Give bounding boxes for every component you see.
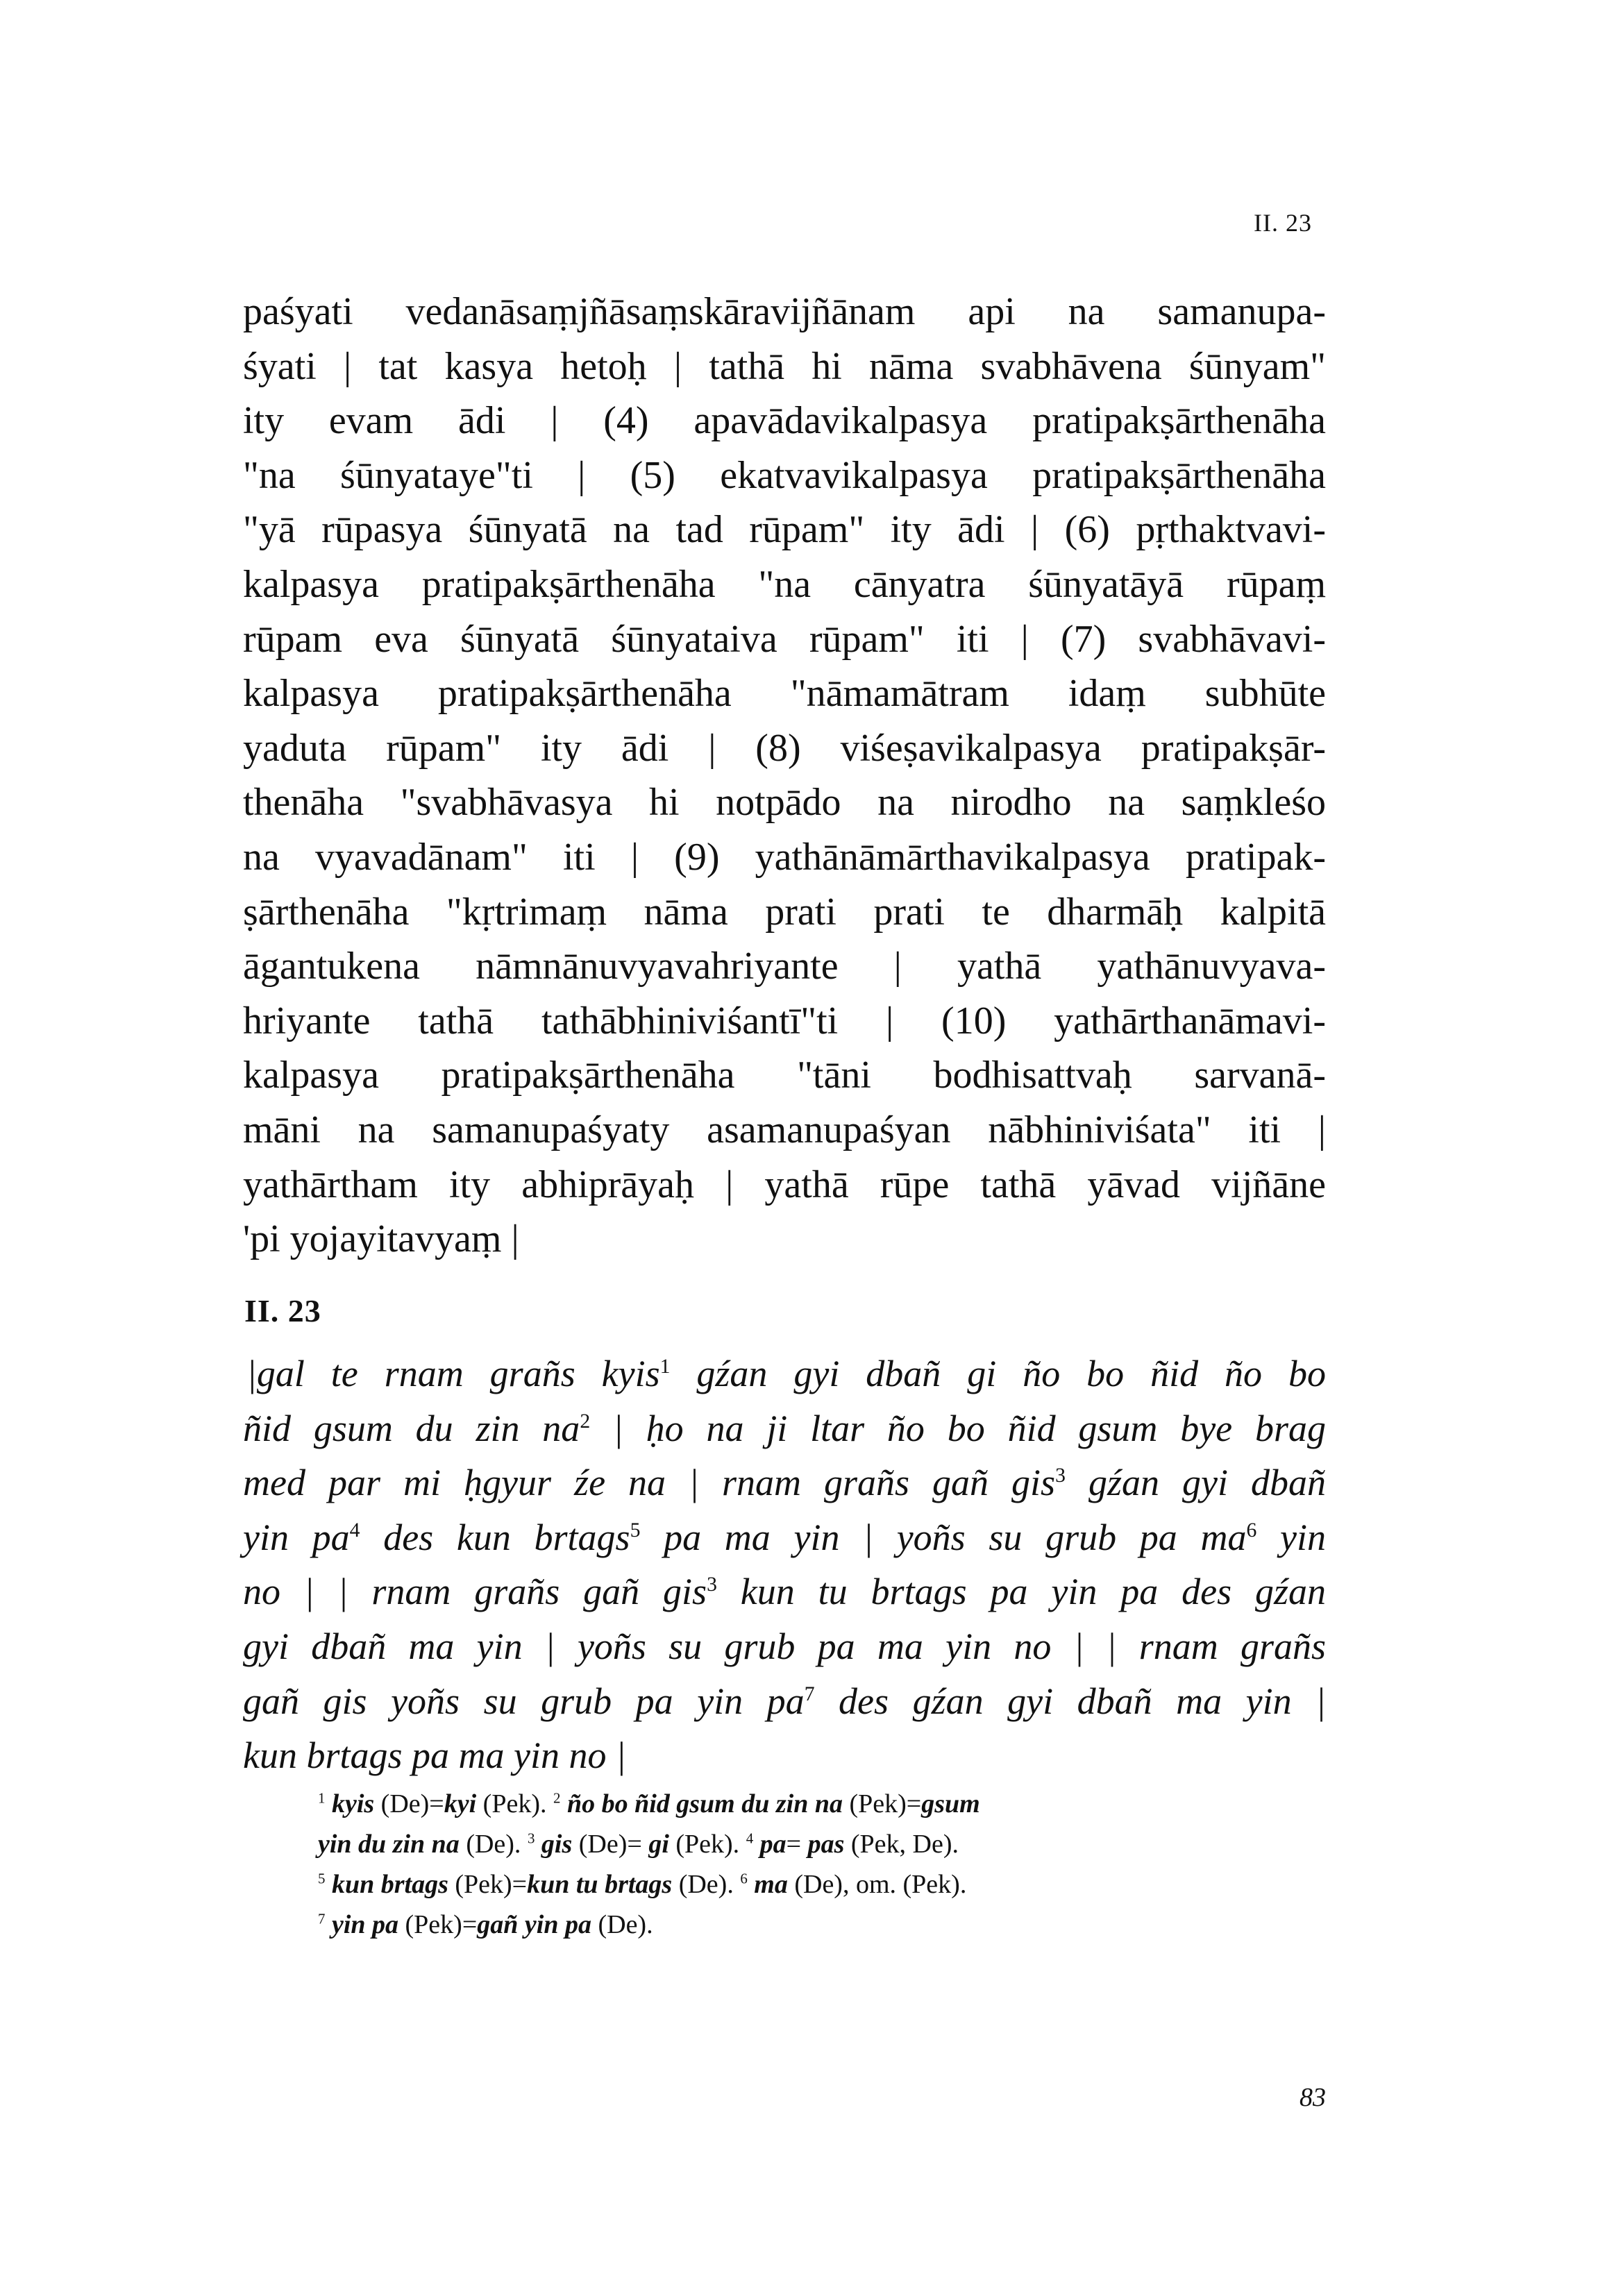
tibetan-text-run: med par mi ḥgyur źe na | rnam grañs gañ gis <box>243 1462 1056 1504</box>
footnote-source: (Pek). <box>668 1830 746 1859</box>
sanskrit-line: "na śūnyataye"ti | (5) ekatvavikalpasya pratipakṣārthenāha <box>243 453 1326 497</box>
footnote-source: = <box>786 1830 808 1859</box>
tibetan-line <box>243 1674 1326 1729</box>
footnote-marker: 7 <box>804 1682 815 1705</box>
footnote-number: 1 <box>318 1789 326 1807</box>
footnote-variant-reading: kyi <box>444 1789 477 1818</box>
footnote-variant-reading: gsum <box>921 1789 980 1818</box>
footnote-source: (De)= <box>374 1789 444 1818</box>
tibetan-text-run: no | | rnam grañs gañ gis <box>243 1571 707 1613</box>
footnote-variant-reading: yin pa <box>325 1910 399 1939</box>
footnote-variant-reading: yin du zin na <box>318 1830 460 1859</box>
tibetan-line <box>243 1510 1326 1565</box>
sanskrit-line: rūpam eva śūnyatā śūnyataiva rūpam" iti | (7) svabhāvavi- <box>243 617 1326 661</box>
footnote-variant-reading: gis <box>535 1830 573 1859</box>
footnote-variant-reading: kun tu brtags <box>527 1870 673 1899</box>
sanskrit-line: thenāha "svabhāvasya hi notpādo na nirodho na saṃkleśo <box>243 781 1326 825</box>
footnote-variant-reading: ma <box>747 1870 788 1899</box>
footnote-line <box>318 1864 1325 1905</box>
tibetan-line <box>243 1401 1326 1456</box>
sanskrit-line: māni na samanupaśyaty asamanupaśyan nābhiniviśata" iti | <box>243 1108 1326 1151</box>
tibetan-line <box>243 1619 1326 1674</box>
footnote-line <box>318 1824 1325 1864</box>
footnote-marker: 4 <box>349 1519 360 1542</box>
footnote-variant-reading: pas <box>807 1830 845 1859</box>
footnote-marker: 2 <box>580 1410 591 1433</box>
tibetan-text-run: des gźan gyi dbañ ma yin | <box>814 1680 1326 1722</box>
footnote-marker: 3 <box>707 1573 717 1596</box>
footnotes <box>318 1784 1325 1945</box>
footnote-source: (Pek)= <box>448 1870 528 1899</box>
running-head: II. 23 <box>1254 209 1312 237</box>
footnote-source: (De). <box>672 1870 741 1899</box>
footnote-source: (De). <box>591 1910 653 1939</box>
footnote-variant-reading: kyis <box>325 1789 375 1818</box>
footnote-marker: 6 <box>1246 1519 1257 1542</box>
tibetan-text-run: gañ gis yoñs su grub pa yin pa <box>243 1680 805 1722</box>
footnote-number: 5 <box>318 1870 326 1887</box>
footnote-number: 4 <box>746 1830 754 1847</box>
sanskrit-line: ṣārthenāha "kṛtrimaṃ nāma prati prati te dharmāḥ kalpitā <box>243 890 1326 934</box>
sanskrit-line: na vyavadānam" iti | (9) yathānāmārthavikalpasya pratipak- <box>243 835 1326 879</box>
footnote-source: (Pek). <box>476 1789 553 1818</box>
sanskrit-line: kalpasya pratipakṣārthenāha "nāmamātram idaṃ subhūte <box>243 672 1326 716</box>
tibetan-text-run: | ḥo na ji ltar ño bo ñid gsum bye brag <box>590 1407 1326 1449</box>
tibetan-line <box>243 1347 1326 1401</box>
tibetan-text-run: gyi dbañ ma yin | yoñs su grub pa ma yin no | | rnam grañs <box>243 1625 1326 1667</box>
footnote-number: 3 <box>527 1830 535 1847</box>
footnote-variant-reading: ño bo ñid gsum du zin na <box>560 1789 843 1818</box>
page-number: 83 <box>1300 2083 1326 2112</box>
sanskrit-line: 'pi yojayitavyaṃ | <box>243 1217 519 1261</box>
sanskrit-line: kalpasya pratipakṣārthenāha "tāni bodhisattvaḥ sarvanā- <box>243 1054 1326 1097</box>
sanskrit-line: yathārtham ity abhiprāyaḥ | yathā rūpe tathā yāvad vijñāne <box>243 1163 1326 1206</box>
footnote-line <box>318 1784 1325 1824</box>
footnote-source: (Pek, De). <box>844 1830 959 1859</box>
footnote-number: 2 <box>553 1789 561 1807</box>
tibetan-text-run: ñid gsum du zin na <box>243 1407 580 1449</box>
tibetan-text-run: yin <box>1256 1516 1326 1558</box>
sanskrit-line: yaduta rūpam" ity ādi | (8) viśeṣavikalpasya pratipakṣār- <box>243 726 1326 770</box>
tibetan-text-run: |gal te rnam grañs kyis <box>246 1353 660 1394</box>
footnote-source: (Pek)= <box>398 1910 478 1939</box>
tibetan-text-run: pa ma yin | yoñs su grub pa ma <box>640 1516 1247 1558</box>
footnote-line <box>318 1905 1325 1945</box>
footnote-marker: 5 <box>630 1519 641 1542</box>
footnote-marker: 1 <box>659 1356 671 1378</box>
tibetan-text-run: kun brtags pa ma yin no | <box>243 1734 626 1777</box>
footnote-variant-reading: pa <box>753 1830 787 1859</box>
footnote-source: (De). <box>459 1830 528 1859</box>
footnote-variant-reading: gañ yin pa <box>477 1910 591 1939</box>
sanskrit-commentary <box>243 285 1326 1267</box>
footnote-number: 7 <box>318 1910 326 1927</box>
tibetan-line <box>243 1728 1326 1783</box>
footnote-variant-reading: gi <box>648 1830 669 1859</box>
tibetan-text-run: gźan gyi dbañ gi ño bo ñid ño bo <box>670 1353 1327 1394</box>
sanskrit-line: paśyati vedanāsaṃjñāsaṃskāravijñānam api na samanupa- <box>243 290 1326 333</box>
footnote-source: (De), om. (Pek). <box>787 1870 967 1899</box>
tibetan-text-run: gźan gyi dbañ <box>1065 1462 1326 1504</box>
section-heading: II. 23 <box>244 1293 321 1328</box>
tibetan-text <box>243 1347 1326 1783</box>
sanskrit-line: śyati | tat kasya hetoḥ | tathā hi nāma svabhāvena śūnyam" <box>243 344 1326 388</box>
tibetan-line <box>243 1455 1326 1510</box>
tibetan-text-run: des kun brtags <box>360 1516 630 1558</box>
tibetan-text-run: kun tu brtags pa yin pa des gźan <box>716 1571 1326 1613</box>
sanskrit-line: ity evam ādi | (4) apavādavikalpasya pratipakṣārthenāha <box>243 399 1326 443</box>
footnote-source: (De)= <box>572 1830 649 1859</box>
sanskrit-line: "yā rūpasya śūnyatā na tad rūpam" ity ādi | (6) pṛthaktvavi- <box>243 508 1326 552</box>
tibetan-line <box>243 1564 1326 1619</box>
sanskrit-line: hriyante tathā tathābhiniviśantī"ti | (10) yathārthanāmavi- <box>243 999 1326 1043</box>
footnote-marker: 3 <box>1055 1464 1066 1487</box>
sanskrit-line: kalpasya pratipakṣārthenāha "na cānyatra śūnyatāyā rūpaṃ <box>243 562 1326 606</box>
footnote-number: 6 <box>740 1870 748 1887</box>
tibetan-text-run: yin pa <box>243 1516 350 1558</box>
footnote-variant-reading: kun brtags <box>325 1870 448 1899</box>
sanskrit-line: āgantukena nāmnānuvyavahriyante | yathā yathānuvyava- <box>243 945 1326 988</box>
footnote-source: (Pek)= <box>843 1789 922 1818</box>
